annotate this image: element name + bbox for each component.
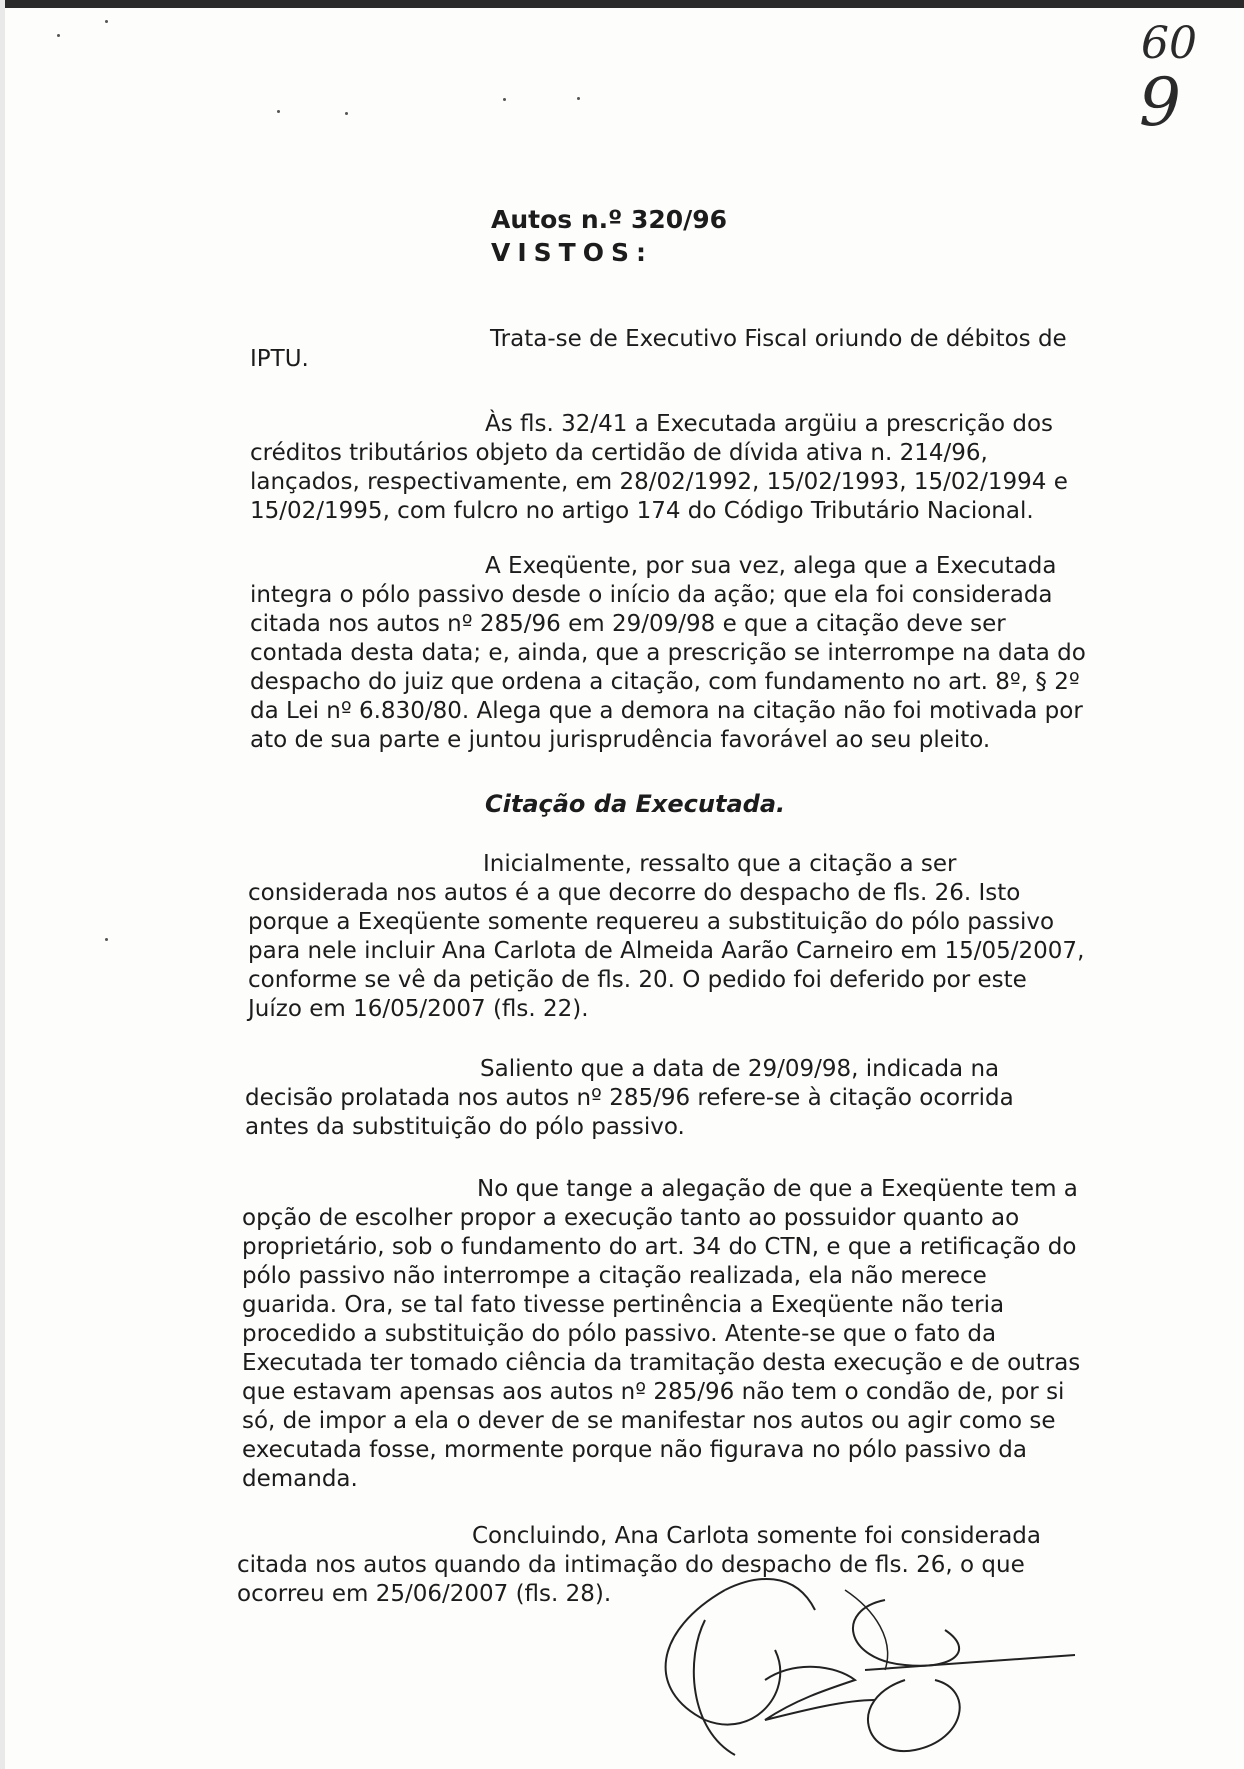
paragraph-4: [248, 850, 1143, 1024]
text-line: pólo passivo não interrompe a citação realizada, ela não merece: [242, 1263, 987, 1289]
text-line: contada desta data; e, ainda, que a prescrição se interrompe na data do: [250, 640, 1086, 666]
text-line: A Exeqüente, por sua vez, alega que a Executada: [485, 553, 1057, 579]
text-line: ocorreu em 25/06/2007 (fls. 28).: [237, 1581, 612, 1607]
text-line: porque a Exeqüente somente requereu a substituição do pólo passivo: [248, 909, 1055, 935]
text-line: opção de escolher propor a execução tanto ao possuidor quanto ao: [242, 1205, 1020, 1231]
scan-dot: [57, 34, 60, 37]
text-line: Executada ter tomado ciência da tramitação desta execução e de outras: [242, 1350, 1081, 1376]
text-line: No que tange a alegação de que a Exeqüente tem a: [477, 1176, 1078, 1202]
scan-dot: [105, 20, 108, 23]
text-line: despacho do juiz que ordena a citação, com fundamento no art. 8º, § 2º: [250, 669, 1080, 695]
case-number: Autos n.º 320/96: [491, 205, 728, 234]
text-line: guarida. Ora, se tal fato tivesse pertinência a Exeqüente não teria: [242, 1292, 1005, 1318]
paragraph-2: [250, 410, 1145, 526]
scan-dot: [105, 938, 108, 941]
text-line: ato de sua parte e juntou jurisprudência favorável ao seu pleito.: [250, 727, 991, 753]
text-line: considerada nos autos é a que decorre do despacho de fls. 26. Isto: [248, 880, 1021, 906]
text-line: executada fosse, mormente porque não figurava no pólo passivo da: [242, 1437, 1027, 1463]
scan-dot: [503, 98, 506, 101]
paragraph-6: [242, 1175, 1137, 1494]
text-line: procedido a substituição do pólo passivo. Atente-se que o fato da: [242, 1321, 997, 1347]
text-line: conforme se vê da petição de fls. 20. O pedido foi deferido por este: [248, 967, 1027, 993]
scan-dot: [277, 110, 280, 113]
text-line: demanda.: [242, 1466, 358, 1492]
text-line: antes da substituição do pólo passivo.: [245, 1114, 685, 1140]
text-line: créditos tributários objeto da certidão de dívida ativa n. 214/96,: [250, 440, 988, 466]
text-line: Às fls. 32/41 a Executada argüiu a prescrição dos: [485, 411, 1054, 437]
text-line: decisão prolatada nos autos nº 285/96 refere-se à citação ocorrida: [245, 1085, 1014, 1111]
text-line: citada nos autos nº 285/96 em 29/09/98 e que a citação deve ser: [250, 611, 1006, 637]
text-line: Saliento que a data de 29/09/98, indicada na: [480, 1056, 1000, 1082]
paragraph-3: [250, 552, 1145, 755]
handwritten-signature: [645, 1570, 1085, 1765]
vistos-heading: VISTOS:: [491, 238, 653, 267]
section-heading: Citação da Executada.: [485, 790, 786, 818]
text-line: proprietário, sob o fundamento do art. 34 do CTN, e que a retificação do: [242, 1234, 1077, 1260]
text-line: citada nos autos quando da intimação do despacho de fls. 26, o que: [237, 1552, 1025, 1578]
text-line: Concluindo, Ana Carlota somente foi considerada: [472, 1523, 1041, 1549]
text-line: lançados, respectivamente, em 28/02/1992, 15/02/1993, 15/02/1994 e: [250, 469, 1068, 495]
text-line: só, de impor a ela o dever de se manifestar nos autos ou agir como se: [242, 1408, 1056, 1434]
text-line: Inicialmente, ressalto que a citação a ser: [483, 851, 957, 877]
scan-top-edge: [5, 0, 1244, 8]
handwritten-folio-number: 9: [1139, 64, 1181, 141]
text-line: Juízo em 16/05/2007 (fls. 22).: [248, 996, 589, 1022]
text-line: 15/02/1995, com fulcro no artigo 174 do Código Tributário Nacional.: [250, 498, 1034, 524]
paragraph-1-last-line: IPTU.: [250, 346, 309, 372]
text-line: que estavam apensas aos autos nº 285/96 não tem o condão de, por si: [242, 1379, 1065, 1405]
scan-dot: [577, 97, 580, 100]
handwritten-page-number: 60: [1141, 18, 1197, 69]
scan-dot: [345, 112, 348, 115]
text-line: para nele incluir Ana Carlota de Almeida Aarão Carneiro em 15/05/2007,: [248, 938, 1085, 964]
paragraph-1-first-line: Trata-se de Executivo Fiscal oriundo de débitos de: [490, 326, 1067, 352]
text-line: da Lei nº 6.830/80. Alega que a demora na citação não foi motivada por: [250, 698, 1083, 724]
paragraph-5: [245, 1055, 1140, 1142]
text-line: integra o pólo passivo desde o início da ação; que ela foi considerada: [250, 582, 1053, 608]
